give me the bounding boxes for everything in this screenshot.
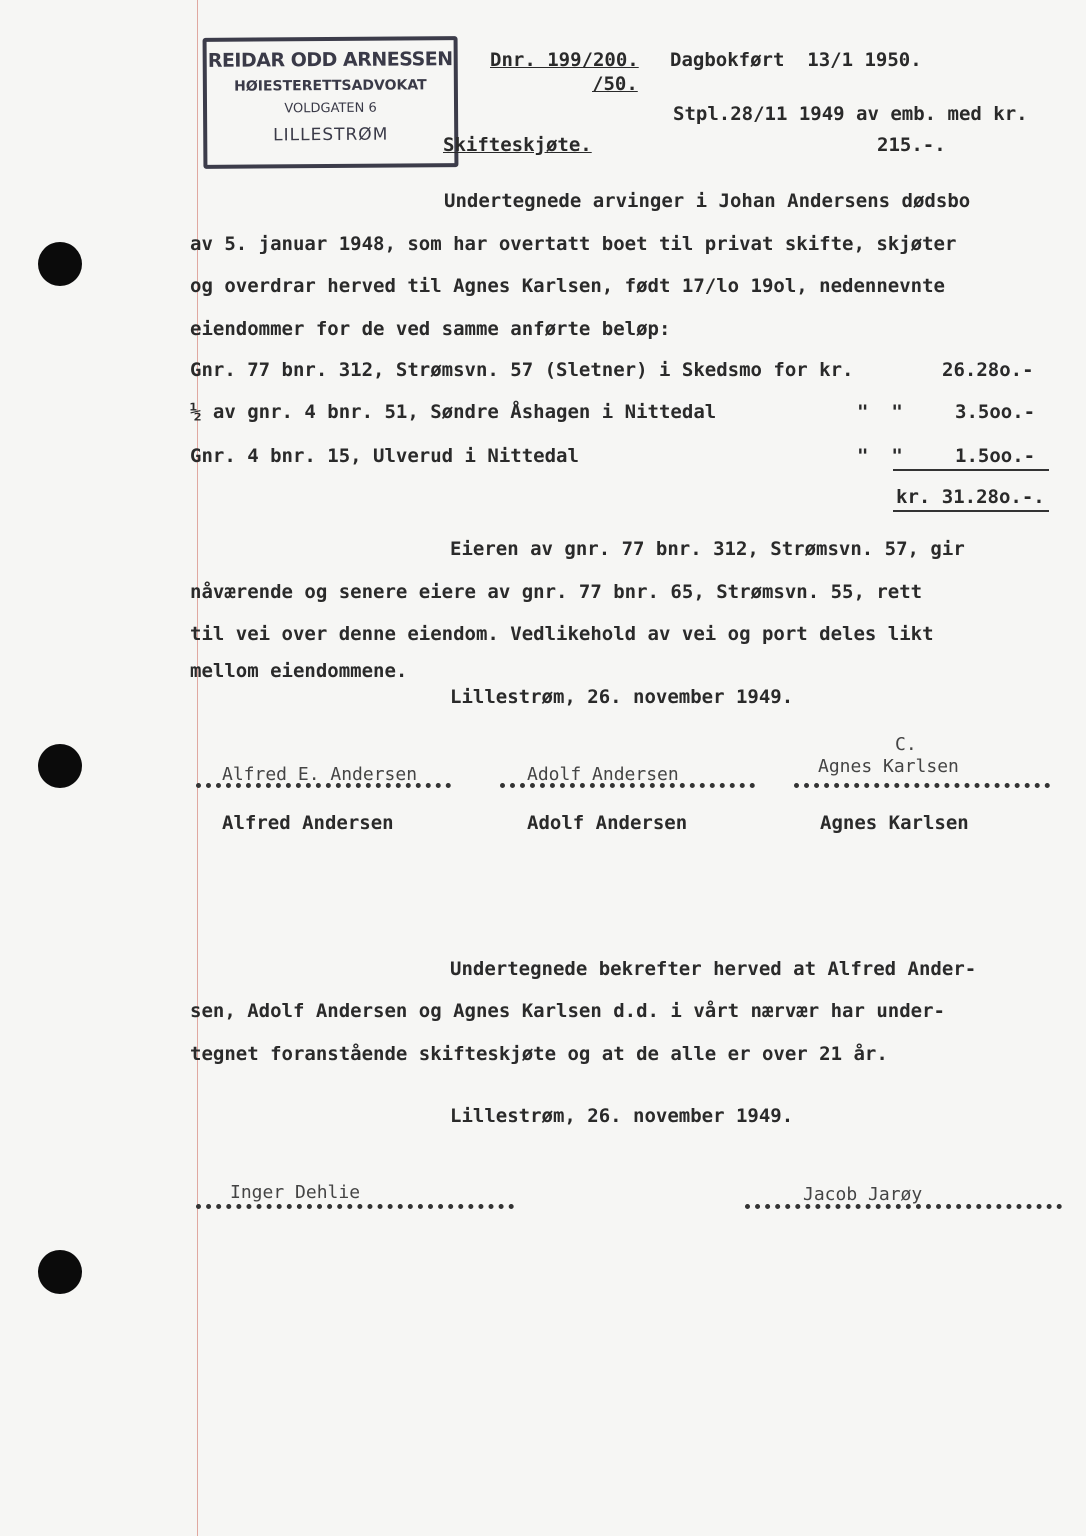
sum-rule — [893, 469, 1049, 471]
paragraph-line: Undertegnede arvinger i Johan Andersens dødsbo — [444, 190, 971, 212]
punch-hole — [38, 1250, 82, 1294]
handwritten-signature: Alfred E. Andersen — [222, 764, 418, 785]
stamp-address: VOLDGATEN 6 — [284, 100, 377, 117]
ditto-mark: " " — [857, 401, 903, 423]
signature-note: C. — [895, 734, 917, 755]
signature-line — [196, 1204, 514, 1209]
stamp-title: HØIESTERETTSADVOKAT — [234, 77, 427, 95]
typed-name: Alfred Andersen — [222, 812, 394, 834]
paragraph-line: sen, Adolf Andersen og Agnes Karlsen d.d. i vårt nærvær har under- — [190, 1000, 945, 1022]
property-amount: 1.5oo.- — [955, 445, 1036, 467]
paragraph-line: nåværende og senere eiere av gnr. 77 bnr. 65, Strømsvn. 55, rett — [190, 581, 923, 603]
paragraph-line: tegnet foranstående skifteskjøte og at de alle er over 21 år. — [190, 1043, 888, 1065]
document-title: Skifteskjøte. — [443, 134, 592, 156]
signature-line — [196, 783, 451, 788]
total-amount: kr. 31.28o.-. — [896, 486, 1045, 508]
paragraph-line: Eieren av gnr. 77 bnr. 312, Strømsvn. 57, gir — [450, 538, 965, 560]
handwritten-signature: Jacob Jarøy — [803, 1184, 923, 1205]
handwritten-signature: Inger Dehlie — [230, 1182, 361, 1203]
paragraph-line: og overdrar herved til Agnes Karlsen, født 17/lo 19ol, nedennevnte — [190, 275, 945, 297]
typed-name: Adolf Andersen — [527, 812, 688, 834]
paragraph-line: eiendommer for de ved samme anførte beløp: — [190, 318, 671, 340]
punch-hole — [38, 242, 82, 286]
stamp-city: LILLESTRØM — [273, 124, 389, 146]
signature-line — [500, 783, 755, 788]
dnr-number: Dnr. 199/200. — [490, 49, 639, 71]
paragraph-line: til vei over denne eiendom. Vedlikehold av vei og port deles likt — [190, 623, 934, 645]
paragraph-line: Undertegnede bekrefter herved at Alfred Ander- — [450, 958, 977, 980]
dnr-year: /50. — [592, 73, 638, 95]
stamp-name: REIDAR ODD ARNESSEN — [207, 48, 453, 72]
property-description: ½ av gnr. 4 bnr. 51, Søndre Åshagen i Nittedal — [190, 401, 717, 423]
dagbok-date: Dagbokført 13/1 1950. — [670, 49, 922, 71]
punch-hole — [38, 744, 82, 788]
paragraph-line: av 5. januar 1948, som har overtatt boet til privat skifte, skjøter — [190, 233, 957, 255]
property-amount: 26.28o.- — [942, 359, 1034, 381]
total-rule — [893, 510, 1049, 512]
lawyer-stamp — [203, 36, 459, 169]
property-description: Gnr. 77 bnr. 312, Strømsvn. 57 (Sletner) i Skedsmo for kr. — [190, 359, 854, 381]
typed-name: Agnes Karlsen — [820, 812, 969, 834]
property-amount: 3.5oo.- — [955, 401, 1036, 423]
stamp-duty-amount: 215.-. — [877, 134, 946, 156]
signature-line — [745, 1204, 1062, 1209]
paragraph-line: mellom eiendommene. — [190, 660, 408, 682]
stamp-duty-line: Stpl.28/11 1949 av emb. med kr. — [673, 103, 1028, 125]
signature-line — [794, 783, 1050, 788]
margin-line — [197, 0, 198, 1536]
handwritten-signature: Adolf Andersen — [527, 764, 679, 785]
place-date: Lillestrøm, 26. november 1949. — [450, 686, 794, 708]
property-description: Gnr. 4 bnr. 15, Ulverud i Nittedal — [190, 445, 579, 467]
handwritten-signature: Agnes Karlsen — [818, 756, 959, 777]
ditto-mark: " " — [857, 445, 903, 467]
place-date: Lillestrøm, 26. november 1949. — [450, 1105, 794, 1127]
